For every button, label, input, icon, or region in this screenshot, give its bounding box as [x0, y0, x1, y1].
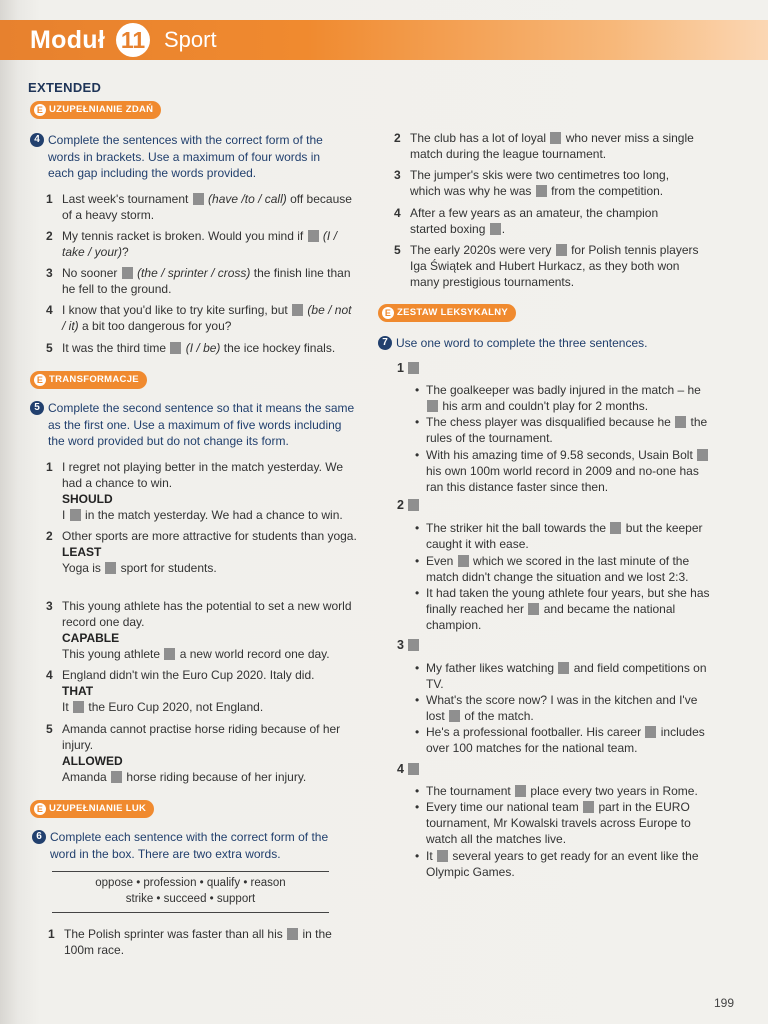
- ex4-item-2: 2 My tennis racket is broken. Would you mind if (I / take / your)?: [46, 229, 337, 259]
- set-1-number: 1: [397, 361, 420, 375]
- answer-gap[interactable]: [122, 267, 133, 279]
- answer-gap[interactable]: [73, 701, 84, 713]
- ex6-item-2: 2 The club has a lot of loyal who never miss a single match during the league tournament.: [394, 131, 694, 161]
- ex6-item-5: 5 The early 2020s were very for Polish tennis players Iga Świątek and Hubert Hurkacz, as they both won many prestigious tournaments.: [394, 243, 699, 289]
- answer-gap[interactable]: [427, 400, 438, 412]
- set-4-sentence: • The tournament place every two years in Rome.: [426, 783, 711, 799]
- answer-gap[interactable]: [558, 662, 569, 674]
- task-type-tag: E UZUPEŁNIANIE LUK: [30, 800, 154, 818]
- ex4-item-1: 1 Last week's tournament (have /to / call) off because of a heavy storm.: [46, 192, 352, 222]
- e-badge-icon: E: [382, 307, 394, 319]
- answer-gap[interactable]: [287, 928, 298, 940]
- module-label: Moduł: [30, 26, 106, 54]
- answer-gap[interactable]: [111, 771, 122, 783]
- ex4-item-4: 4 I know that you'd like to try kite surfing, but (be / not / it) a bit too dangerous for you?: [46, 303, 352, 333]
- answer-gap[interactable]: [437, 850, 448, 862]
- exercise-number-badge: 5: [30, 401, 44, 415]
- answer-gap[interactable]: [449, 710, 460, 722]
- set-3-sentence: • My father likes watching and field competitions on TV.: [426, 660, 711, 692]
- task-type-tag: E UZUPEŁNIANIE ZDAŃ: [30, 101, 161, 119]
- ex5-item-4: 4 England didn't win the Euro Cup 2020. Italy did. THAT It the Euro Cup 2020, not England.: [46, 668, 315, 714]
- set-1-sentence: • The chess player was disqualified because he the rules of the tournament.: [426, 414, 711, 446]
- answer-gap[interactable]: [490, 223, 501, 235]
- set-3-number: 3: [397, 638, 420, 652]
- exercise-6-instruction: 6 Complete each sentence with the correct form of the word in the box. There are two extra words.: [50, 829, 340, 862]
- ex6-item-4: 4 After a few years as an amateur, the champion started boxing .: [394, 206, 659, 236]
- answer-gap[interactable]: [170, 342, 181, 354]
- answer-gap[interactable]: [675, 416, 686, 428]
- ex4-item-5: 5 It was the third time (I / be) the ice hockey finals.: [46, 341, 336, 355]
- exercise-7-instruction: 7 Use one word to complete the three sentences.: [396, 335, 706, 352]
- set-2-sentence: • The striker hit the ball towards the but the keeper caught it with ease.: [426, 520, 711, 552]
- set-3-sentence: • He's a professional footballer. His career includes over 100 matches for the national team.: [426, 724, 711, 756]
- answer-gap[interactable]: [697, 449, 708, 461]
- answer-gap[interactable]: [70, 509, 81, 521]
- ex6-item-1: 1 The Polish sprinter was faster than all his in the 100m race.: [48, 927, 332, 957]
- e-badge-icon: E: [34, 374, 46, 386]
- answer-gap[interactable]: [308, 230, 319, 242]
- module-header: [0, 20, 768, 60]
- ex5-item-1: 1 I regret not playing better in the match yesterday. We had a chance to win. SHOULD I in the match yesterday. We had a chance to win.: [46, 460, 344, 522]
- answer-gap[interactable]: [610, 522, 621, 534]
- task-type-tag: E TRANSFORMACJE: [30, 371, 147, 389]
- answer-gap[interactable]: [583, 801, 594, 813]
- module-number-badge: 11: [116, 23, 150, 57]
- answer-gap[interactable]: [550, 132, 561, 144]
- answer-gap[interactable]: [528, 603, 539, 615]
- answer-gap[interactable]: [193, 193, 204, 205]
- answer-gap[interactable]: [458, 555, 469, 567]
- exercise-number-badge: 4: [30, 133, 44, 147]
- page-number: 199: [714, 996, 735, 1010]
- set-4-sentence: • It several years to get ready for an event like the Olympic Games.: [426, 848, 711, 880]
- ex4-item-3: 3 No sooner (the / sprinter / cross) the finish line than he fell to the ground.: [46, 266, 351, 296]
- set-1-sentence: • The goalkeeper was badly injured in the match – he his arm and couldn't play for 2 months.: [426, 382, 711, 414]
- ex5-item-3: 3 This young athlete has the potential to set a new world record one day. CAPABLE This young athlete a new world record one day.: [46, 599, 352, 661]
- set-3-sentence: • What's the score now? I was in the kitchen and I've lost of the match.: [426, 692, 711, 724]
- e-badge-icon: E: [34, 104, 46, 116]
- set-2-sentence: • It had taken the young athlete four years, but she has finally reached her and became the national champion.: [426, 585, 711, 633]
- exercise-number-badge: 7: [378, 336, 392, 350]
- answer-gap[interactable]: [292, 304, 303, 316]
- ex6-item-3: 3 The jumper's skis were two centimetres too long, which was why he was from the competition.: [394, 168, 670, 198]
- answer-gap[interactable]: [645, 726, 656, 738]
- answer-gap[interactable]: [164, 648, 175, 660]
- answer-gap[interactable]: [105, 562, 116, 574]
- set-4-sentence: • Every time our national team part in the EURO tournament, Mr Kowalski travels across Europe to watch all the matches live.: [426, 799, 711, 847]
- answer-gap[interactable]: [408, 639, 419, 651]
- module-title: Sport: [164, 27, 217, 52]
- answer-gap[interactable]: [408, 499, 419, 511]
- set-2-sentence: • Even which we scored in the last minute of the match didn't change the situation and we lost 2:3.: [426, 553, 711, 585]
- set-1-sentence: • With his amazing time of 9.58 seconds, Usain Bolt his own 100m world record in 2009 and no-one has ran this distance faster since then.: [426, 447, 711, 495]
- exercise-number-badge: 6: [32, 830, 46, 844]
- word-box: oppose • profession • qualify • reason strike • succeed • support: [52, 871, 329, 913]
- exercise-5-instruction: 5 Complete the second sentence so that it means the same as the first one. Use a maximum of five words including the word provided but do not change its form.: [48, 400, 358, 450]
- answer-gap[interactable]: [556, 244, 567, 256]
- answer-gap[interactable]: [408, 763, 419, 775]
- task-type-tag: E ZESTAW LEKSYKALNY: [378, 304, 516, 322]
- section-level-heading: EXTENDED: [28, 80, 102, 95]
- set-2-number: 2: [397, 498, 420, 512]
- ex5-item-5: 5 Amanda cannot practise horse riding because of her injury. ALLOWED Amanda horse riding because of her injury.: [46, 722, 341, 784]
- ex5-item-2: 2 Other sports are more attractive for students than yoga. LEAST Yoga is sport for students.: [46, 529, 357, 575]
- e-badge-icon: E: [34, 803, 46, 815]
- exercise-4-instruction: 4 Complete the sentences with the correct form of the words in brackets. Use a maximum of four words in each gap including the words provided.: [48, 132, 346, 182]
- set-4-number: 4: [397, 762, 420, 776]
- answer-gap[interactable]: [536, 185, 547, 197]
- answer-gap[interactable]: [408, 362, 419, 374]
- answer-gap[interactable]: [515, 785, 526, 797]
